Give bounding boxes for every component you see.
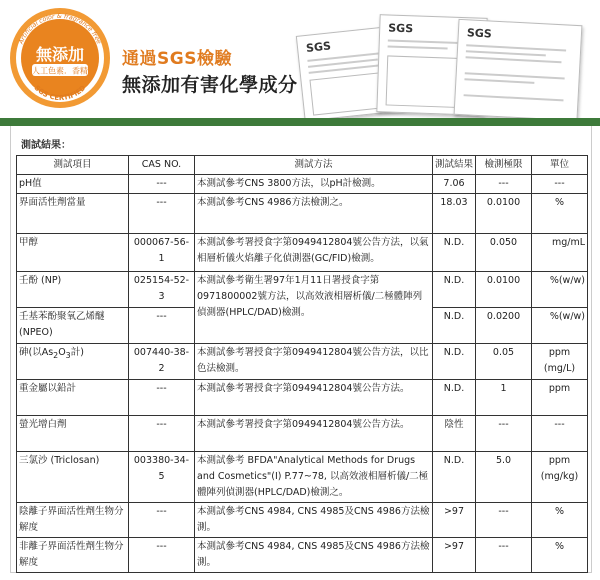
unit-cell: mg/mL — [532, 234, 588, 272]
table-row — [17, 234, 588, 272]
sgs-logo: SGS — [388, 21, 414, 36]
item-cell: 陰離子界面活性劑生物分解度 — [17, 503, 129, 538]
unit-cell: %(w/w) — [532, 272, 588, 308]
green-divider-bar — [0, 118, 600, 126]
result-cell: N.D. — [433, 452, 476, 503]
limit-cell: --- — [476, 175, 532, 194]
method-cell: 本測試參考CNS 3800方法，以pH計檢測。 — [195, 175, 433, 194]
badge-arc-top: Artificial color & fragrance free — [17, 12, 103, 46]
limit-cell: 0.050 — [476, 234, 532, 272]
unit-cell: % — [532, 503, 588, 538]
table-row — [17, 194, 588, 234]
subline: 無添加有害化學成分 — [122, 74, 298, 96]
method-cell: 本測試參考CNS 4986方法檢測之。 — [195, 194, 433, 234]
unit-cell: %(w/w) — [532, 308, 588, 344]
table-row — [17, 175, 588, 194]
result-cell: 18.03 — [433, 194, 476, 234]
method-cell: 本測試參考衛生署97年1月11日署授食字第0971800002號方法，以高效液相層析儀/二極體陣列偵測器(HPLC/DAD)檢測。 — [195, 272, 433, 344]
method-cell: 本測試參考 BFDA"Analytical Methods for Drugs and Cosmetics"(Ⅰ) P.77~78, 以高效液相層析儀/二極體陣列偵測器(HPLC/DAD)檢測之。 — [195, 452, 433, 503]
cas-cell: --- — [129, 416, 195, 452]
result-cell: N.D. — [433, 380, 476, 416]
subscript: 3 — [65, 350, 71, 360]
cas-cell: --- — [129, 308, 195, 344]
column-header: 單位 — [532, 156, 588, 175]
column-header: CAS NO. — [129, 156, 195, 175]
method-cell: 本測試參考署授食字第0949412804號公告方法。 — [195, 380, 433, 416]
item-cell: pH值 — [17, 175, 129, 194]
table-header-row — [17, 156, 588, 175]
sgs-logo: SGS — [305, 39, 332, 55]
cas-cell: --- — [129, 194, 195, 234]
item-cell: 甲醇 — [17, 234, 129, 272]
cas-cell: --- — [129, 538, 195, 573]
cas-cell: --- — [129, 380, 195, 416]
item-cell: 螢光增白劑 — [17, 416, 129, 452]
headline: 通過SGS檢驗 — [122, 49, 232, 69]
limit-cell: 0.05 — [476, 344, 532, 380]
method-cell: 本測試參考署授食字第0949412804號公告方法，以氣相層析儀火焰離子化偵測器(GC/FID)檢測。 — [195, 234, 433, 272]
subscript: 2 — [53, 350, 59, 360]
limit-cell: 0.0200 — [476, 308, 532, 344]
item-cell — [17, 344, 129, 380]
result-cell: 陰性 — [433, 416, 476, 452]
table-row — [17, 503, 588, 538]
table-row — [17, 380, 588, 416]
unit-cell: ppm (mg/L) — [532, 344, 588, 380]
item-cell: 壬基苯酚聚氧乙烯醚(NPEO) — [17, 308, 129, 344]
table-row — [17, 344, 588, 380]
column-header: 測試項目 — [17, 156, 129, 175]
result-cell: N.D. — [433, 308, 476, 344]
column-header: 測試方法 — [195, 156, 433, 175]
limit-cell: --- — [476, 416, 532, 452]
cas-cell: 003380-34-5 — [129, 452, 195, 503]
table-row — [17, 538, 588, 573]
column-header: 測試結果 — [433, 156, 476, 175]
item-text: O — [58, 347, 66, 358]
item-cell: 界面活性劑當量 — [17, 194, 129, 234]
method-cell: 本測試參考署授食字第0949412804號公告方法，以比色法檢測。 — [195, 344, 433, 380]
result-cell: 7.06 — [433, 175, 476, 194]
item-cell: 壬酚 (NP) — [17, 272, 129, 308]
result-cell: >97 — [433, 503, 476, 538]
badge-main-text: 無添加 — [35, 45, 85, 64]
cas-cell: --- — [129, 503, 195, 538]
cas-cell: 025154-52-3 — [129, 272, 195, 308]
unit-cell: % — [532, 194, 588, 234]
sgs-logo: SGS — [466, 26, 493, 41]
item-cell: 重金屬以鉛計 — [17, 380, 129, 416]
limit-cell: 0.0100 — [476, 194, 532, 234]
unit-cell: --- — [532, 416, 588, 452]
results-title: 測試結果： — [21, 140, 71, 151]
unit-cell: --- — [532, 175, 588, 194]
column-header: 檢測極限 — [476, 156, 532, 175]
method-cell: 本測試參考CNS 4984, CNS 4985及CNS 4986方法檢測。 — [195, 538, 433, 573]
method-cell: 本測試參考CNS 4984, CNS 4985及CNS 4986方法檢測。 — [195, 503, 433, 538]
badge-sub-text: 人工色素．香精 — [32, 66, 88, 76]
limit-cell: --- — [476, 503, 532, 538]
unit-cell: ppm — [532, 380, 588, 416]
table-row — [17, 452, 588, 503]
cas-cell: 000067-56-1 — [129, 234, 195, 272]
header-banner — [0, 0, 600, 118]
limit-cell: --- — [476, 538, 532, 573]
cas-cell: 007440-38-2 — [129, 344, 195, 380]
method-cell: 本測試參考署授食字第0949412804號公告方法。 — [195, 416, 433, 452]
limit-cell: 1 — [476, 380, 532, 416]
result-cell: >97 — [433, 538, 476, 573]
result-cell: N.D. — [433, 234, 476, 272]
result-cell: N.D. — [433, 272, 476, 308]
item-cell: 非離子界面活性劑生物分解度 — [17, 538, 129, 573]
item-text: 計) — [70, 347, 84, 358]
item-text: 砷(以As — [19, 347, 54, 358]
badge-arc-bottom: SGS CERTIFIED — [32, 83, 88, 103]
unit-cell: % — [532, 538, 588, 573]
test-results-card — [10, 126, 592, 573]
table-row — [17, 272, 588, 308]
sgs-report-page-3 — [454, 19, 583, 121]
cas-cell: --- — [129, 175, 195, 194]
limit-cell: 5.0 — [476, 452, 532, 503]
limit-cell: 0.0100 — [476, 272, 532, 308]
results-table — [16, 155, 588, 573]
unit-cell: ppm (mg/kg) — [532, 452, 588, 503]
certified-badge-icon — [8, 6, 112, 110]
sgs-report-documents — [300, 8, 590, 120]
table-row — [17, 416, 588, 452]
result-cell: N.D. — [433, 344, 476, 380]
item-cell: 三氯沙 (Triclosan) — [17, 452, 129, 503]
